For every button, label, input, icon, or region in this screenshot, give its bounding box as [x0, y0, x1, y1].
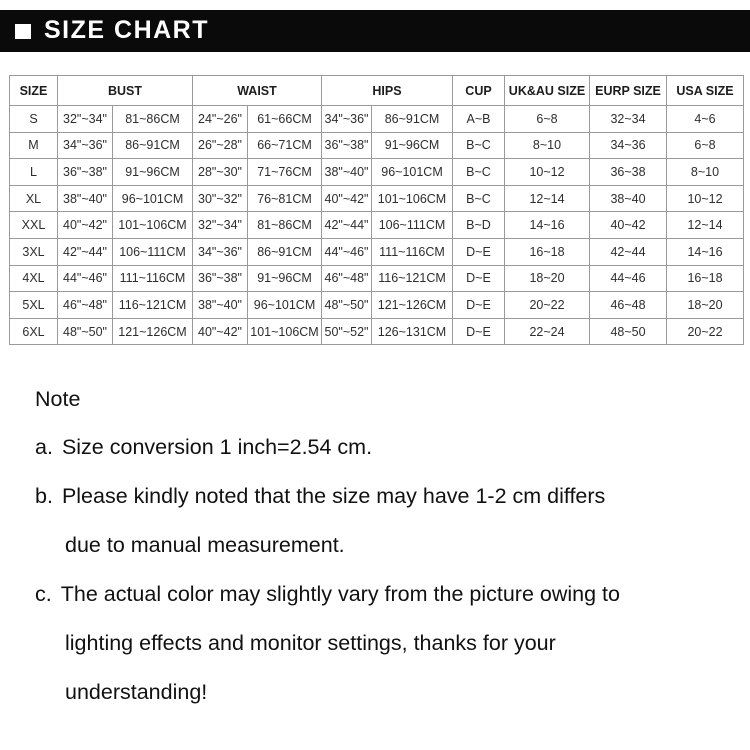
cell-hips-in: 44"~46": [322, 238, 372, 265]
cell-hips-in: 50"~52": [322, 318, 372, 345]
table-row: [10, 132, 744, 159]
cell-bust-cm: 86~91CM: [113, 132, 193, 159]
cell-waist-cm: 91~96CM: [248, 265, 322, 292]
cell-uk-au: 8~10: [505, 132, 590, 159]
cell-bust-in: 40"~42": [58, 212, 113, 239]
cell-bust-cm: 111~116CM: [113, 265, 193, 292]
cell-size: XXL: [10, 212, 58, 239]
cell-uk-au: 18~20: [505, 265, 590, 292]
cell-uk-au: 10~12: [505, 159, 590, 186]
cell-cup: D~E: [453, 318, 505, 345]
cell-usa: 14~16: [667, 238, 744, 265]
cell-cup: B~D: [453, 212, 505, 239]
cell-cup: D~E: [453, 265, 505, 292]
note-item-c: [35, 570, 750, 717]
cell-eurp: 32~34: [590, 106, 667, 133]
cell-eurp: 36~38: [590, 159, 667, 186]
table-row: [10, 212, 744, 239]
cell-bust-cm: 116~121CM: [113, 292, 193, 319]
cell-waist-in: 36"~38": [193, 265, 248, 292]
cell-waist-cm: 96~101CM: [248, 292, 322, 319]
cell-bust-in: 42"~44": [58, 238, 113, 265]
cell-bust-cm: 91~96CM: [113, 159, 193, 186]
cell-usa: 4~6: [667, 106, 744, 133]
header-bust: BUST: [58, 76, 193, 106]
cell-usa: 18~20: [667, 292, 744, 319]
cell-usa: 10~12: [667, 185, 744, 212]
cell-cup: B~C: [453, 159, 505, 186]
table-row: [10, 292, 744, 319]
header-uk-au-size: UK&AU SIZE: [505, 76, 590, 106]
cell-hips-in: 48"~50": [322, 292, 372, 319]
cell-hips-cm: 121~126CM: [372, 292, 453, 319]
cell-size: M: [10, 132, 58, 159]
note-label: c.: [35, 582, 52, 607]
cell-waist-cm: 76~81CM: [248, 185, 322, 212]
note-text: lighting effects and monitor settings, thanks for your: [65, 631, 556, 656]
cell-uk-au: 12~14: [505, 185, 590, 212]
cell-size: S: [10, 106, 58, 133]
cell-waist-in: 24"~26": [193, 106, 248, 133]
cell-bust-in: 44"~46": [58, 265, 113, 292]
cell-waist-cm: 71~76CM: [248, 159, 322, 186]
header-hips: HIPS: [322, 76, 453, 106]
size-chart-title-bar: [0, 10, 750, 52]
table-row: [10, 238, 744, 265]
cell-bust-cm: 121~126CM: [113, 318, 193, 345]
cell-waist-in: 30"~32": [193, 185, 248, 212]
cell-bust-cm: 81~86CM: [113, 106, 193, 133]
note-item-a: [35, 423, 750, 472]
table-header-row: [10, 76, 744, 106]
cell-bust-cm: 106~111CM: [113, 238, 193, 265]
cell-bust-in: 34"~36": [58, 132, 113, 159]
header-eurp-size: EURP SIZE: [590, 76, 667, 106]
cell-size: 4XL: [10, 265, 58, 292]
cell-uk-au: 14~16: [505, 212, 590, 239]
cell-usa: 6~8: [667, 132, 744, 159]
table-body: [10, 106, 744, 345]
notes-section: [35, 375, 750, 717]
cell-usa: 8~10: [667, 159, 744, 186]
cell-hips-in: 46"~48": [322, 265, 372, 292]
cell-waist-in: 26"~28": [193, 132, 248, 159]
cell-hips-in: 36"~38": [322, 132, 372, 159]
cell-hips-in: 34"~36": [322, 106, 372, 133]
cell-waist-in: 34"~36": [193, 238, 248, 265]
cell-size: 6XL: [10, 318, 58, 345]
header-waist: WAIST: [193, 76, 322, 106]
cell-eurp: 34~36: [590, 132, 667, 159]
cell-size: XL: [10, 185, 58, 212]
cell-waist-cm: 86~91CM: [248, 238, 322, 265]
table-row: [10, 318, 744, 345]
cell-waist-in: 38"~40": [193, 292, 248, 319]
cell-cup: D~E: [453, 292, 505, 319]
cell-eurp: 40~42: [590, 212, 667, 239]
cell-waist-in: 28"~30": [193, 159, 248, 186]
cell-uk-au: 6~8: [505, 106, 590, 133]
page-title: SIZE CHART: [44, 15, 209, 44]
cell-bust-in: 32"~34": [58, 106, 113, 133]
cell-hips-cm: 86~91CM: [372, 106, 453, 133]
cell-hips-cm: 106~111CM: [372, 212, 453, 239]
cell-bust-in: 46"~48": [58, 292, 113, 319]
cell-eurp: 46~48: [590, 292, 667, 319]
note-item-b: [35, 472, 750, 570]
note-text: understanding!: [65, 680, 208, 705]
cell-size: 3XL: [10, 238, 58, 265]
cell-cup: B~C: [453, 132, 505, 159]
cell-size: 5XL: [10, 292, 58, 319]
cell-cup: B~C: [453, 185, 505, 212]
cell-bust-cm: 96~101CM: [113, 185, 193, 212]
cell-uk-au: 16~18: [505, 238, 590, 265]
cell-usa: 20~22: [667, 318, 744, 345]
cell-bust-in: 36"~38": [58, 159, 113, 186]
cell-bust-in: 48"~50": [58, 318, 113, 345]
cell-hips-in: 38"~40": [322, 159, 372, 186]
cell-eurp: 38~40: [590, 185, 667, 212]
table-row: [10, 106, 744, 133]
cell-hips-cm: 116~121CM: [372, 265, 453, 292]
cell-hips-cm: 111~116CM: [372, 238, 453, 265]
cell-bust-in: 38"~40": [58, 185, 113, 212]
cell-waist-in: 32"~34": [193, 212, 248, 239]
cell-usa: 12~14: [667, 212, 744, 239]
cell-uk-au: 22~24: [505, 318, 590, 345]
notes-heading: Note: [35, 387, 81, 412]
size-chart-table: [9, 75, 744, 345]
cell-cup: D~E: [453, 238, 505, 265]
cell-hips-in: 40"~42": [322, 185, 372, 212]
note-text: The actual color may slightly vary from the picture owing to: [60, 582, 620, 607]
cell-usa: 16~18: [667, 265, 744, 292]
cell-eurp: 44~46: [590, 265, 667, 292]
size-table-section: [0, 52, 750, 345]
cell-eurp: 48~50: [590, 318, 667, 345]
cell-hips-in: 42"~44": [322, 212, 372, 239]
note-text: Size conversion 1 inch=2.54 cm.: [61, 435, 373, 460]
cell-hips-cm: 101~106CM: [372, 185, 453, 212]
cell-hips-cm: 91~96CM: [372, 132, 453, 159]
note-text: Please kindly noted that the size may have 1-2 cm differs: [61, 484, 606, 509]
note-text: due to manual measurement.: [65, 533, 345, 558]
table-row: [10, 185, 744, 212]
cell-size: L: [10, 159, 58, 186]
cell-eurp: 42~44: [590, 238, 667, 265]
cell-waist-cm: 81~86CM: [248, 212, 322, 239]
note-label: b.: [35, 484, 53, 509]
cell-waist-cm: 66~71CM: [248, 132, 322, 159]
table-row: [10, 159, 744, 186]
cell-cup: A~B: [453, 106, 505, 133]
header-cup: CUP: [453, 76, 505, 106]
cell-bust-cm: 101~106CM: [113, 212, 193, 239]
cell-hips-cm: 126~131CM: [372, 318, 453, 345]
table-row: [10, 265, 744, 292]
square-bullet-icon: [15, 24, 31, 39]
cell-waist-cm: 61~66CM: [248, 106, 322, 133]
cell-hips-cm: 96~101CM: [372, 159, 453, 186]
header-usa-size: USA SIZE: [667, 76, 744, 106]
cell-uk-au: 20~22: [505, 292, 590, 319]
cell-waist-in: 40"~42": [193, 318, 248, 345]
note-label: a.: [35, 435, 53, 460]
cell-waist-cm: 101~106CM: [248, 318, 322, 345]
header-size: SIZE: [10, 76, 58, 106]
